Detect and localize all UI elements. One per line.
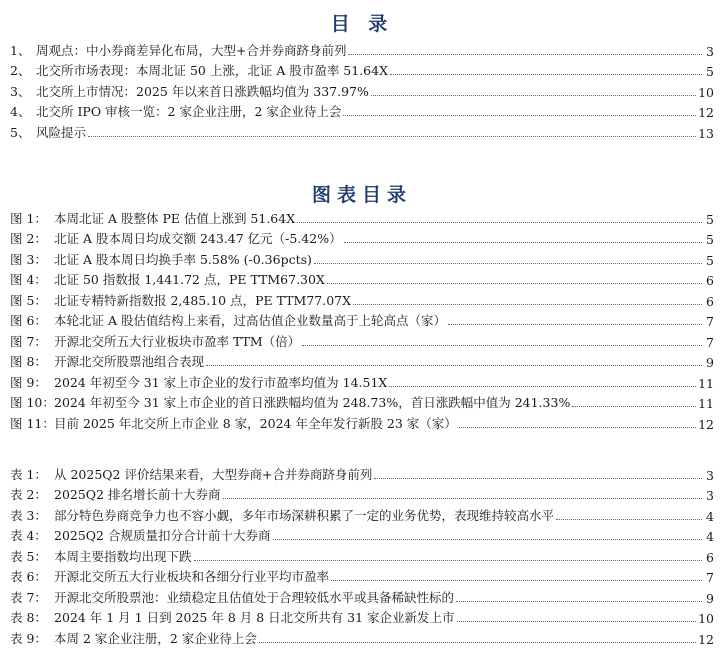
figure-entry-num: 图 3： [10,251,47,267]
dot-leader [302,345,702,346]
toc-entry-num: 4、 [10,104,31,119]
dot-leader [194,560,702,561]
figure-entry[interactable] [10,329,714,350]
table-entry-page: 12 [698,631,714,647]
figure-entry-page: 12 [698,416,714,432]
figures-heading: 图表目录 [311,184,412,206]
toc-entry-page: 5 [706,64,714,79]
table-entry-title: 2024 年 1 月 1 日到 2025 年 8 月 8 日北交所共有 31 家企业新发上市 [54,610,455,625]
figure-entry-num: 图 8： [10,354,47,369]
dot-leader [206,365,702,366]
figure-entry-num: 图 5： [10,292,47,308]
contents-list [10,38,714,141]
figure-entry-num: 图 10： [10,395,55,410]
dot-leader [457,621,697,622]
table-entry-page: 9 [706,590,714,606]
figure-entry-page: 11 [698,375,714,391]
figure-entry-title: 2024 年初至今 31 家上市企业的发行市盈率均值为 14.51X [54,374,388,390]
figure-entry[interactable] [10,268,714,289]
table-entry-title: 开源北交所股票池：业绩稳定且估值处于合理较低水平或具备稀缺性标的 [54,589,455,605]
table-entry[interactable] [10,462,714,483]
figure-entry-num: 图 6： [10,313,47,328]
dot-leader [389,386,696,387]
figure-entry-page: 6 [706,293,714,309]
dot-leader [572,406,696,407]
figure-entry-page: 6 [706,273,714,288]
tables-list [10,462,714,647]
table-entry-page: 3 [706,488,714,503]
table-entry-page: 7 [706,570,714,585]
dot-leader [556,519,702,520]
table-entry-title: 2025Q2 合规质量扣分合计前十大券商 [54,528,271,543]
dot-leader [353,304,702,305]
toc-entry-num: 3、 [10,83,31,99]
figure-entry[interactable] [10,370,714,391]
figure-entry[interactable] [10,391,714,412]
toc-entry-title: 周观点：中小券商差异化布局，大型+合并券商跻身前列 [36,42,347,58]
figure-entry-num: 图 1： [10,210,47,226]
dot-leader [297,222,702,223]
table-entry-page: 10 [698,611,714,626]
dot-leader [273,539,703,540]
dot-leader [223,498,703,499]
figure-entry-title: 北证 A 股本周日均换手率 5.58% (-0.36pcts) [54,251,312,267]
dot-leader [459,427,696,428]
figure-entry-title: 北证 50 指数报 1,441.72 点，PE TTM67.30X [54,272,325,287]
table-entry[interactable] [10,524,714,545]
figure-entry-num: 图 11： [10,415,55,431]
table-entry[interactable] [10,626,714,647]
figure-entry-page: 5 [706,211,714,227]
table-entry[interactable] [10,565,714,586]
table-entry-num: 表 2： [10,487,47,502]
dot-leader [327,283,702,284]
toc-entry-page: 13 [698,125,714,141]
figure-entry-title: 北证 A 股本周日均成交额 243.47 亿元（-5.42%） [54,231,342,246]
figure-entry-title: 北证专精特新指数报 2,485.10 点，PE TTM77.07X [54,292,352,308]
dot-leader [343,115,696,116]
table-entry-num: 表 5： [10,548,47,564]
table-entry-title: 本周主要指数均出现下跌 [54,548,192,564]
toc-entry-title: 北交所上市情况：2025 年以来首日涨跌幅均值为 337.97% [36,83,369,99]
table-entry-num: 表 3： [10,507,47,523]
table-entry-title: 本周 2 家企业注册，2 家企业待上会 [54,630,257,646]
toc-entry-title: 北交所 IPO 审核一览：2 家企业注册，2 家企业待上会 [36,104,342,119]
toc-entry-page: 10 [698,84,714,100]
dot-leader [314,263,702,264]
table-entry[interactable] [10,544,714,565]
toc-entry-page: 3 [706,43,714,59]
table-entry-num: 表 4： [10,528,47,543]
table-entry-page: 4 [706,529,714,544]
figure-entry[interactable] [10,288,714,309]
table-entry-num: 表 7： [10,589,47,605]
toc-entry[interactable] [10,120,714,141]
dot-leader [448,324,702,325]
dot-leader [344,242,702,243]
figure-entry[interactable] [10,350,714,371]
figure-entry-title: 2024 年初至今 31 家上市企业的首日涨跌幅均值为 248.73%，首日涨跌幅中值为 241.33% [54,395,571,410]
dot-leader [331,580,702,581]
toc-entry-title: 风险提示 [36,124,87,140]
figure-entry-page: 5 [706,252,714,268]
toc-entry[interactable] [10,38,714,59]
table-entry-page: 6 [706,549,714,565]
table-entry-title: 部分特色券商竞争力也不容小觑，多年市场深耕积累了一定的业务优势，表现维持较高水平 [54,507,555,523]
dot-leader [348,54,702,55]
dot-leader [456,601,702,602]
table-entry-title: 2025Q2 排名增长前十大券商 [54,487,221,502]
table-entry-title: 开源北交所五大行业板块和各细分行业平均市盈率 [54,569,330,584]
figure-entry[interactable] [10,206,714,227]
table-entry-page: 4 [706,508,714,524]
figure-entry[interactable] [10,309,714,330]
toc-entry[interactable] [10,59,714,80]
dot-leader [374,478,702,479]
table-entry-page: 3 [706,467,714,483]
figure-entry-num: 图 2： [10,231,47,246]
table-entry[interactable] [10,585,714,606]
table-entry-title: 从 2025Q2 评价结果来看，大型券商+合并券商跻身前列 [54,466,373,482]
table-entry-num: 表 6： [10,569,47,584]
toc-entry-title: 北交所市场表现：本周北证 50 上涨，北证 A 股市盈率 51.64X [36,63,388,78]
figure-entry[interactable] [10,411,714,432]
dot-leader [88,136,696,137]
figure-entry-title: 本轮北证 A 股估值结构上来看，过高估值企业数量高于上轮高点（家） [54,313,446,328]
table-entry[interactable] [10,483,714,504]
table-entry-num: 表 9： [10,630,47,646]
figures-list [10,206,714,432]
table-entry[interactable] [10,503,714,524]
toc-entry[interactable] [10,79,714,100]
figure-entry-title: 目前 2025 年北交所上市企业 8 家，2024 年全年发行新股 23 家（家） [54,415,457,431]
toc-entry-num: 2、 [10,63,31,78]
figure-entry[interactable] [10,227,714,248]
figure-entry-title: 开源北交所五大行业板块市盈率 TTM（倍） [54,333,301,349]
dot-leader [390,74,702,75]
toc-entry-page: 12 [698,105,714,120]
figure-entry-num: 图 9： [10,374,47,390]
table-entry[interactable] [10,606,714,627]
toc-entry[interactable] [10,100,714,121]
figure-entry-num: 图 4： [10,272,47,287]
dot-leader [259,642,696,643]
figure-entry-page: 11 [698,396,714,411]
toc-entry-num: 5、 [10,124,31,140]
figure-entry-num: 图 7： [10,333,47,349]
figure-entry-title: 开源北交所股票池组合表现 [54,354,205,369]
table-entry-num: 表 1： [10,466,47,482]
figure-entry-page: 7 [706,334,714,350]
toc-entry-num: 1、 [10,42,31,58]
figure-entry-title: 本周北证 A 股整体 PE 估值上涨到 51.64X [54,210,296,226]
table-entry-num: 表 8： [10,610,47,625]
figure-entry-page: 5 [706,232,714,247]
figure-entry-page: 9 [706,355,714,370]
figure-entry-page: 7 [706,314,714,329]
contents-heading: 目 录 [330,13,394,35]
figure-entry[interactable] [10,247,714,268]
dot-leader [371,95,696,96]
